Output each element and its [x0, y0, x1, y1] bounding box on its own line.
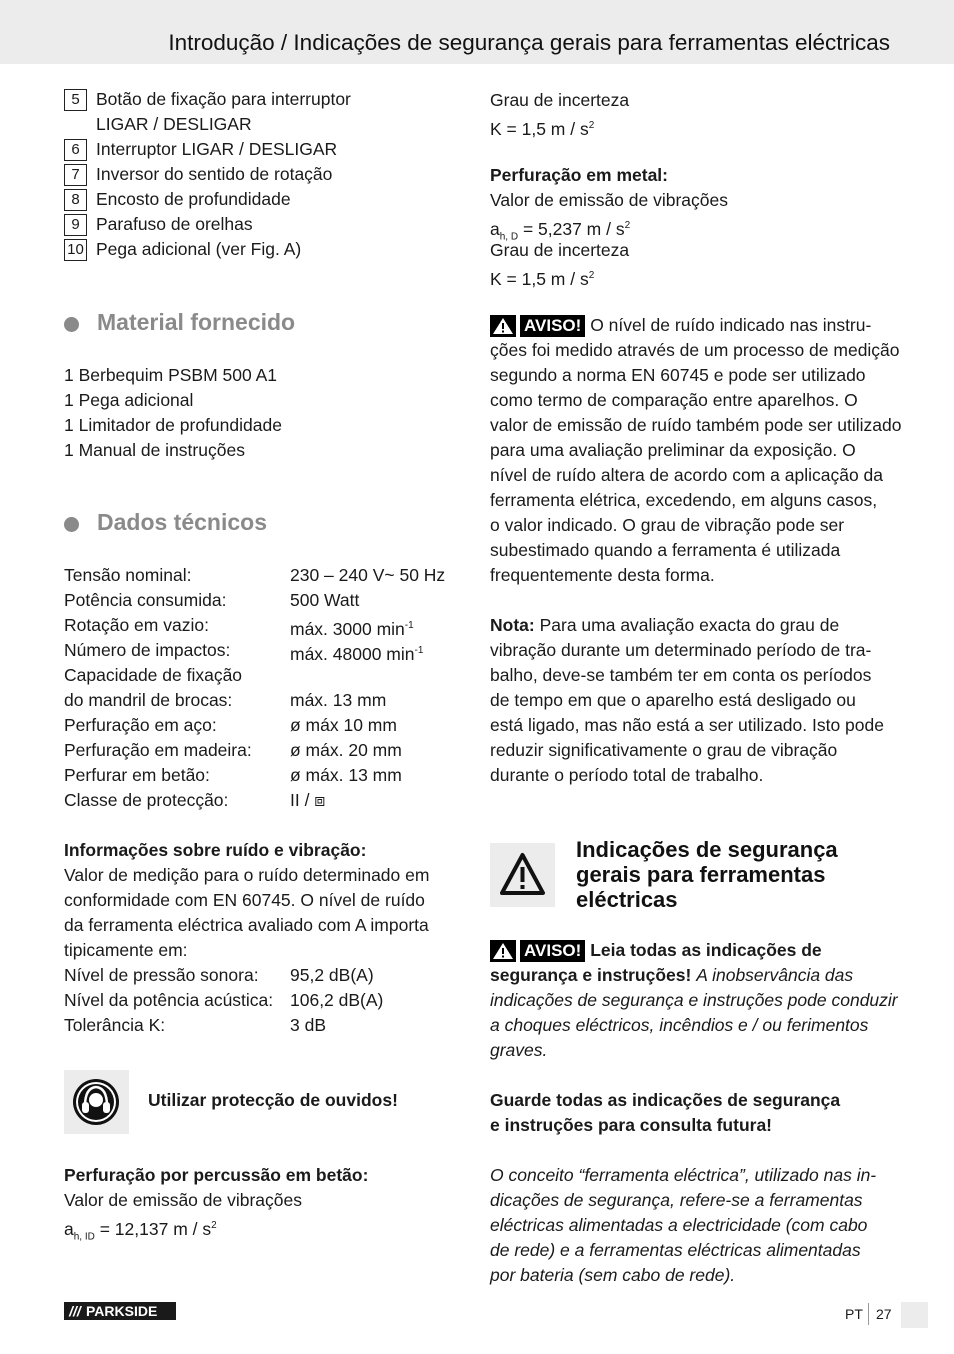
concept-text: por bateria (sem cabo de rede). [490, 1265, 736, 1285]
note-text: durante o período total de trabalho. [490, 765, 764, 785]
concept-text: eléctricas alimentadas a electricidade (com cabo [490, 1215, 868, 1235]
warning-triangle-icon [490, 940, 516, 962]
noise-value: 3 dB [290, 1015, 326, 1035]
safety-warning-text: A inobservância das [696, 965, 854, 985]
warning-text: O nível de ruído indicado nas instru- [590, 315, 872, 335]
tech-value: máx. 13 mm [290, 690, 387, 710]
tech-label: Tensão nominal: [64, 565, 192, 585]
tech-value: 500 Watt [290, 590, 360, 610]
uncertainty-value: K = 1,5 m / $s^2$ [490, 118, 595, 139]
part-number: 8 [64, 189, 87, 211]
noise-heading: Informações sobre ruído e vibração: [64, 840, 367, 860]
hammer-text: Valor de emissão de vibrações [64, 1190, 302, 1210]
safety-title: Indicações de segurança [576, 837, 838, 862]
note-text: balho, deve-se também ter em conta os períodos [490, 665, 872, 685]
tech-value: máx. 48000 $\min^{-1}$ [290, 643, 424, 664]
language-code: PT [845, 1306, 863, 1322]
part-label: Encosto de profundidade [96, 189, 291, 209]
footer-divider [868, 1303, 869, 1325]
supplied-item: 1 Limitador de profundidade [64, 415, 282, 435]
concept-text: dicações de segurança, refere-se a ferramentas [490, 1190, 863, 1210]
protection-class-value: II / ⧈ [290, 790, 326, 810]
warning-text: valor de emissão de ruído também pode ser utilizado [490, 415, 902, 435]
warning-triangle-icon [490, 843, 555, 907]
concept-text: O conceito “ferramenta eléctrica”, utilizado nas in- [490, 1165, 877, 1185]
part-number: 6 [64, 139, 87, 161]
note-text: vibração durante um determinado período de tra- [490, 640, 872, 660]
note-text: reduzir significativamente o grau de vibração [490, 740, 838, 760]
warning-text: para uma avaliação preliminar da exposição. O [490, 440, 856, 460]
supplied-item: 1 Berbequim PSBM 500 A1 [64, 365, 278, 385]
warning-text: ções foi medido através de um processo de medição [490, 340, 900, 360]
safety-warning-line [490, 963, 853, 988]
tech-label: Capacidade de fixação [64, 665, 243, 685]
warning-label: AVISO! [520, 315, 585, 337]
hammer-value: $a_{h, ID} = 12,137$ m / $s^2$ [64, 1218, 217, 1243]
safety-warning-text: graves. [490, 1040, 548, 1060]
metal-value: $a_{h, D} = 5,237$ m / $s^2$ [490, 218, 631, 243]
note-label: Nota: [490, 615, 535, 635]
safety-warning-line [490, 938, 822, 963]
page-tab [901, 1302, 928, 1328]
warning-line [490, 313, 871, 338]
warning-text: subestimado quando a ferramenta é utilizada [490, 540, 841, 560]
warning-text: frequentemente desta forma. [490, 565, 715, 585]
part-label: Parafuso de orelhas [96, 214, 253, 234]
note-text: está ligado, mas não está a ser utilizado. Isto pode [490, 715, 884, 735]
noise-text: conformidade com EN 60745. O nível de ruído [64, 890, 425, 910]
warning-badge [490, 940, 585, 962]
noise-value: 95,2 dB(A) [290, 965, 374, 985]
part-number: 9 [64, 214, 87, 236]
warning-text: o valor indicado. O grau de vibração pode ser [490, 515, 845, 535]
brand-name: PARKSIDE [86, 1303, 158, 1319]
part-label: LIGAR / DESLIGAR [96, 114, 252, 134]
page-number: 27 [876, 1306, 892, 1322]
warning-label: AVISO! [520, 940, 585, 962]
warning-triangle-icon [490, 315, 516, 337]
uncertainty-value: K = 1,5 m / $s^2$ [490, 268, 595, 289]
page-title: Introdução / Indicações de segurança gerais para ferramentas eléctricas [168, 30, 890, 55]
uncertainty-label: Grau de incerteza [490, 240, 630, 260]
metal-heading: Perfuração em metal: [490, 165, 668, 185]
noise-value: 106,2 dB(A) [290, 990, 384, 1010]
tech-label: Potência consumida: [64, 590, 227, 610]
warning-text: como termo de comparação entre aparelhos. O [490, 390, 858, 410]
tech-label: Rotação em vazio: [64, 615, 209, 635]
noise-text: Valor de medição para o ruído determinado em [64, 865, 430, 885]
safety-warning-text: segurança e instruções! [490, 965, 692, 985]
note-text: Para uma avaliação exacta do grau de [539, 615, 840, 635]
supplied-item: 1 Pega adicional [64, 390, 194, 410]
tech-value: ø máx 10 mm [290, 715, 397, 735]
safety-warning-text: indicações de segurança e instruções pode conduzir [490, 990, 898, 1010]
part-label: Inversor do sentido de rotação [96, 164, 333, 184]
uncertainty-label: Grau de incerteza [490, 90, 630, 110]
section-bullet-icon [64, 517, 79, 532]
part-label: Pega adicional (ver Fig. A) [96, 239, 302, 259]
brand-logo [64, 1302, 176, 1320]
tech-value: máx. 3000 $\min^{-1}$ [290, 618, 414, 639]
tech-label: Perfuração em madeira: [64, 740, 252, 760]
part-label: Botão de fixação para interruptor [96, 89, 351, 109]
tech-value: ø máx. 13 mm [290, 765, 402, 785]
keep-instructions-text: e instruções para consulta futura! [490, 1115, 773, 1135]
tech-label: Perfuração em aço: [64, 715, 217, 735]
noise-label: Nível de pressão sonora: [64, 965, 259, 985]
noise-label: Tolerância K: [64, 1015, 166, 1035]
tech-label: Perfurar em betão: [64, 765, 210, 785]
warning-text: segundo a norma EN 60745 e pode ser utilizado [490, 365, 866, 385]
concept-text: de rede) e a ferramentas eléctricas alimentadas [490, 1240, 861, 1260]
safety-warning-text: a choques eléctricos, incêndios e / ou ferimentos [490, 1015, 869, 1035]
noise-text: tipicamente em: [64, 940, 188, 960]
part-number: 10 [64, 239, 87, 261]
noise-text: da ferramenta eléctrica avaliado com A importa [64, 915, 429, 935]
tech-value: 230 – 240 V~ 50 Hz [290, 565, 446, 585]
keep-instructions-text: Guarde todas as indicações de segurança [490, 1090, 841, 1110]
tech-label: do mandril de brocas: [64, 690, 233, 710]
tech-value: ø máx. 20 mm [290, 740, 402, 760]
noise-label: Nível da potência acústica: [64, 990, 274, 1010]
warning-text: ferramenta elétrica, excedendo, em alguns casos, [490, 490, 878, 510]
warning-badge [490, 315, 585, 337]
safety-title: eléctricas [576, 887, 678, 912]
safety-title: gerais para ferramentas [576, 862, 826, 887]
logo-slashes-icon: /// [69, 1303, 81, 1319]
hearing-protection-text: Utilizar protecção de ouvidos! [148, 1090, 398, 1110]
part-number: 5 [64, 89, 87, 111]
section-title-tech: Dados técnicos [97, 509, 267, 535]
hearing-protection-icon [64, 1070, 129, 1134]
section-bullet-icon [64, 317, 79, 332]
hammer-heading: Perfuração por percussão em betão: [64, 1165, 369, 1185]
tech-label: Número de impactos: [64, 640, 231, 660]
note-text: de tempo em que o aparelho está desligado ou [490, 690, 856, 710]
part-label: Interruptor LIGAR / DESLIGAR [96, 139, 338, 159]
warning-text: nível de ruído altera de acordo com a aplicação da [490, 465, 884, 485]
supplied-item: 1 Manual de instruções [64, 440, 245, 460]
section-title-supplied: Material fornecido [97, 309, 296, 335]
safety-warning-text: Leia todas as indicações de [590, 940, 822, 960]
metal-text: Valor de emissão de vibrações [490, 190, 728, 210]
page-header [0, 0, 954, 64]
note-line [490, 613, 839, 638]
part-number: 7 [64, 164, 87, 186]
tech-label: Classe de protecção: [64, 790, 229, 810]
